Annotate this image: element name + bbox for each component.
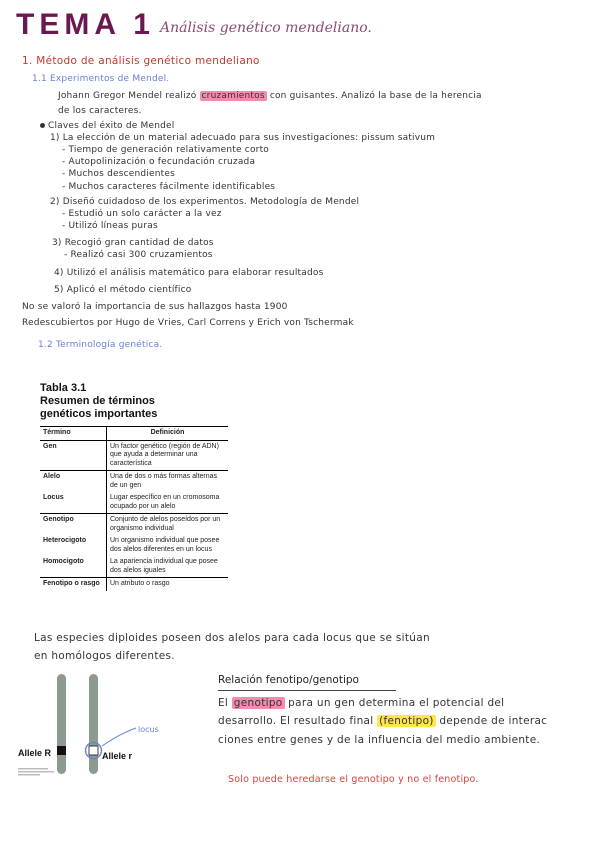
column-header-term: Término [40,427,107,441]
page-subtitle: Análisis genético mendeliano. [160,20,372,36]
table-row: Heterocigoto Un organismo individual que posee dos alelos diferentes en un locus [40,535,228,556]
chromosome-diagram [14,672,174,782]
highlight-genotipo: genotipo [233,697,283,709]
allele-R-marker [57,746,66,755]
list-item: - Utilizó líneas puras [62,221,158,231]
figure-credit-lines [18,774,40,776]
figure-credit-lines [18,768,48,770]
note-line: Redescubiertos por Hugo de Vries, Carl Correns y Erich von Tschermak [22,318,354,328]
bullet-icon [40,123,45,128]
table-row: Alelo Una de dos o más formas alternas de un gen [40,471,228,493]
list-item: - Tiempo de generación relativamente corto [62,145,270,155]
section-heading: 1. Método de análisis genético mendeliano [22,55,260,67]
list-item: - Muchos caracteres fácilmente identificables [62,182,276,192]
page-title: TEMA 1 [16,8,155,41]
allele-r-marker [89,746,98,755]
paragraph-mendel: Johann Gregor Mendel realizó cruzamientos con guisantes. Analizó la base de la herencia [58,91,482,101]
highlight-cruzamientos: cruzamientos [201,91,265,101]
heredity-note: Solo puede heredarse el genotipo y no el fenotipo. [228,774,479,785]
claves-heading: Claves del éxito de Mendel [40,121,175,131]
chromosome-left [57,674,66,774]
relation-title-underline [218,690,396,691]
list-item: 3) Recogió gran cantidad de datos [52,238,214,248]
list-item: - Muchos descendientes [62,169,176,179]
diploid-text-line-2: en homólogos diferentes. [34,650,175,662]
locus-label: locus [138,725,159,734]
list-item: - Estudió un solo carácter a la vez [62,209,222,219]
list-item: - Realizó casi 300 cruzamientos [64,250,213,260]
paragraph-mendel-cont: de los caracteres. [58,106,142,116]
table-row: Gen Un factor genético (región de ADN) que ayuda a determinar una característica [40,440,228,471]
terminology-table-figure [28,370,234,622]
list-item: 1) La elección de un material adecuado para sus investigaciones: pissum sativum [50,133,436,143]
table-row: Locus Lugar específico en un cromosoma ocupado por un alelo [40,492,228,514]
highlight-fenotipo: (fenotipo) [379,715,434,727]
subsection-heading-1-1: 1.1 Experimentos de Mendel. [32,74,170,84]
table-row: Fenotipo o rasgo Un atributo o rasgo [40,578,228,591]
list-item: 4) Utilizó el análisis matemático para elaborar resultados [54,268,324,278]
allele-r-label: Allele r [102,751,133,761]
note-line: No se valoró la importancia de sus hallazgos hasta 1900 [22,302,288,312]
table-row: Homocigoto La apariencia individual que posee dos alelos iguales [40,556,228,578]
locus-arrow [102,728,136,746]
terminology-table [40,426,228,591]
relation-title: Relación fenotipo/genotipo [218,674,359,686]
relation-line-1: El genotipo para un gen determina el potencial del [218,697,505,709]
table-row: Genotipo Conjunto de alelos poseídos por un organismo individual [40,514,228,536]
figure-credit-lines [18,771,54,773]
relation-line-2: desarrollo. El resultado final (fenotipo) depende de interac [218,715,548,727]
table-caption: Tabla 3.1 Resumen de términos genéticos importantes [40,382,158,420]
subsection-heading-1-2: 1.2 Terminología genética. [38,340,163,350]
list-item: 5) Aplicó el método científico [54,285,192,295]
list-item: - Autopolinización o fecundación cruzada [62,157,256,167]
relation-line-3: ciones entre genes y de la influencia del medio ambiente. [218,734,541,746]
allele-R-label: Allele R [18,748,52,758]
diploid-text-line-1: Las especies diploides poseen dos alelos para cada locus que se sitúan [34,632,430,644]
chromosome-svg [14,672,174,782]
column-header-definition: Definición [107,427,229,441]
list-item: 2) Diseñó cuidadoso de los experimentos. Metodología de Mendel [50,197,360,207]
